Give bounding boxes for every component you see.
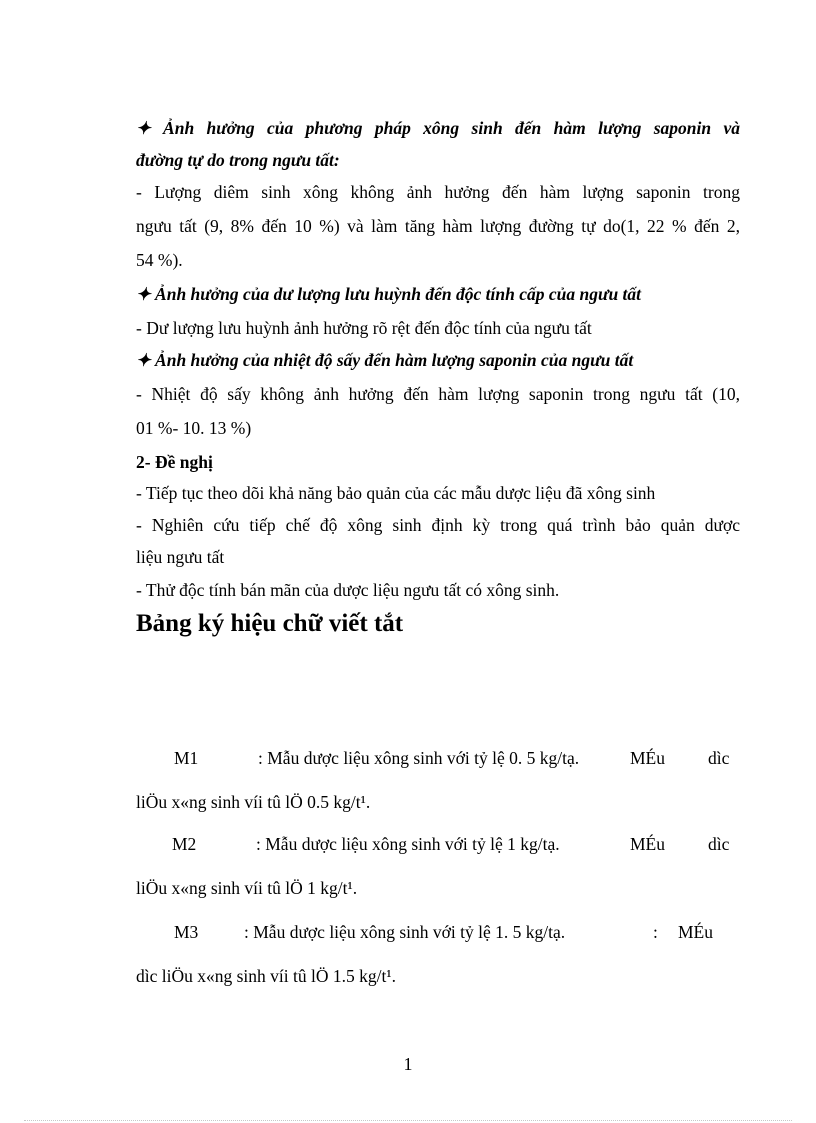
section1-heading-line1: ✦ Ảnh hưởng của phương pháp xông sinh đến hàm lượng saponin và — [136, 118, 740, 138]
abbr-m1-code: M1 — [174, 748, 199, 768]
section1-heading-line2: đường tự do trong ngưu tất: — [136, 150, 340, 170]
abbr-m2-garbled-a: MÉu — [630, 834, 665, 854]
abbr-m2-code: M2 — [172, 834, 197, 854]
recommend-item-1: - Tiếp tục theo dõi khả năng bảo quản của các mẫu dược liệu đã xông sinh — [136, 483, 656, 503]
page-bottom-divider — [24, 1120, 792, 1121]
recommend-item-2-line2: liệu ngưu tất — [136, 547, 225, 567]
abbr-m1-description: : Mẫu dược liệu xông sinh với tỷ lệ 0. 5 kg/tạ. — [258, 748, 580, 768]
abbr-m1-garbled-a: MÉu — [630, 748, 665, 768]
abbr-m3-code: M3 — [174, 922, 199, 942]
section1-text-line2: ngưu tất (9, 8% đến 10 %) và làm tăng hàm lượng đường tự do(1, 22 % đến 2, — [136, 216, 740, 236]
section1-text-line3: 54 %). — [136, 250, 183, 270]
abbr-m2-line2: liÖu x«ng sinh víi tû lÖ 1 kg/t¹. — [136, 878, 358, 898]
abbr-m3-description: : Mẫu dược liệu xông sinh với tỷ lệ 1. 5 kg/tạ. — [244, 922, 566, 942]
abbr-m3-garbled-a: MÉu — [678, 922, 713, 942]
section3-heading: ✦ Ảnh hưởng của nhiệt độ sấy đến hàm lượng saponin của ngưu tất — [136, 350, 634, 370]
abbr-m3-line2: dìc liÖu x«ng sinh víi tû lÖ 1.5 kg/t¹. — [136, 966, 396, 986]
section3-text-line2: 01 %- 10. 13 %) — [136, 418, 252, 438]
recommend-item-2-line1: - Nghiên cứu tiếp chế độ xông sinh định kỳ trong quá trình bảo quản dược — [136, 515, 740, 535]
abbr-m2-garbled-b: dìc — [708, 834, 730, 854]
section2-text: - Dư lượng lưu huỳnh ảnh hưởng rõ rệt đến độc tính của ngưu tất — [136, 318, 592, 338]
section3-text-line1: - Nhiệt độ sấy không ảnh hưởng đến hàm lượng saponin trong ngưu tất (10, — [136, 384, 740, 404]
section1-text-line1: - Lượng diêm sinh xông không ảnh hưởng đến hàm lượng saponin trong — [136, 182, 740, 202]
section2-heading: ✦ Ảnh hưởng của dư lượng lưu huỳnh đến độc tính cấp của ngưu tất — [136, 284, 642, 304]
recommend-item-3: - Thử độc tính bán mãn của dược liệu ngưu tất có xông sinh. — [136, 580, 560, 600]
abbr-m3-colon: : — [653, 922, 658, 942]
abbreviation-table-title: Bảng ký hiệu chữ viết tắt — [136, 610, 404, 637]
recommend-heading: 2- Đề nghị — [136, 452, 213, 472]
abbr-m1-line2: liÖu x«ng sinh víi tû lÖ 0.5 kg/t¹. — [136, 792, 371, 812]
abbr-m1-garbled-b: dìc — [708, 748, 730, 768]
abbr-m2-description: : Mẫu dược liệu xông sinh với tỷ lệ 1 kg/tạ. — [256, 834, 560, 854]
page-number: 1 — [403, 1054, 413, 1074]
